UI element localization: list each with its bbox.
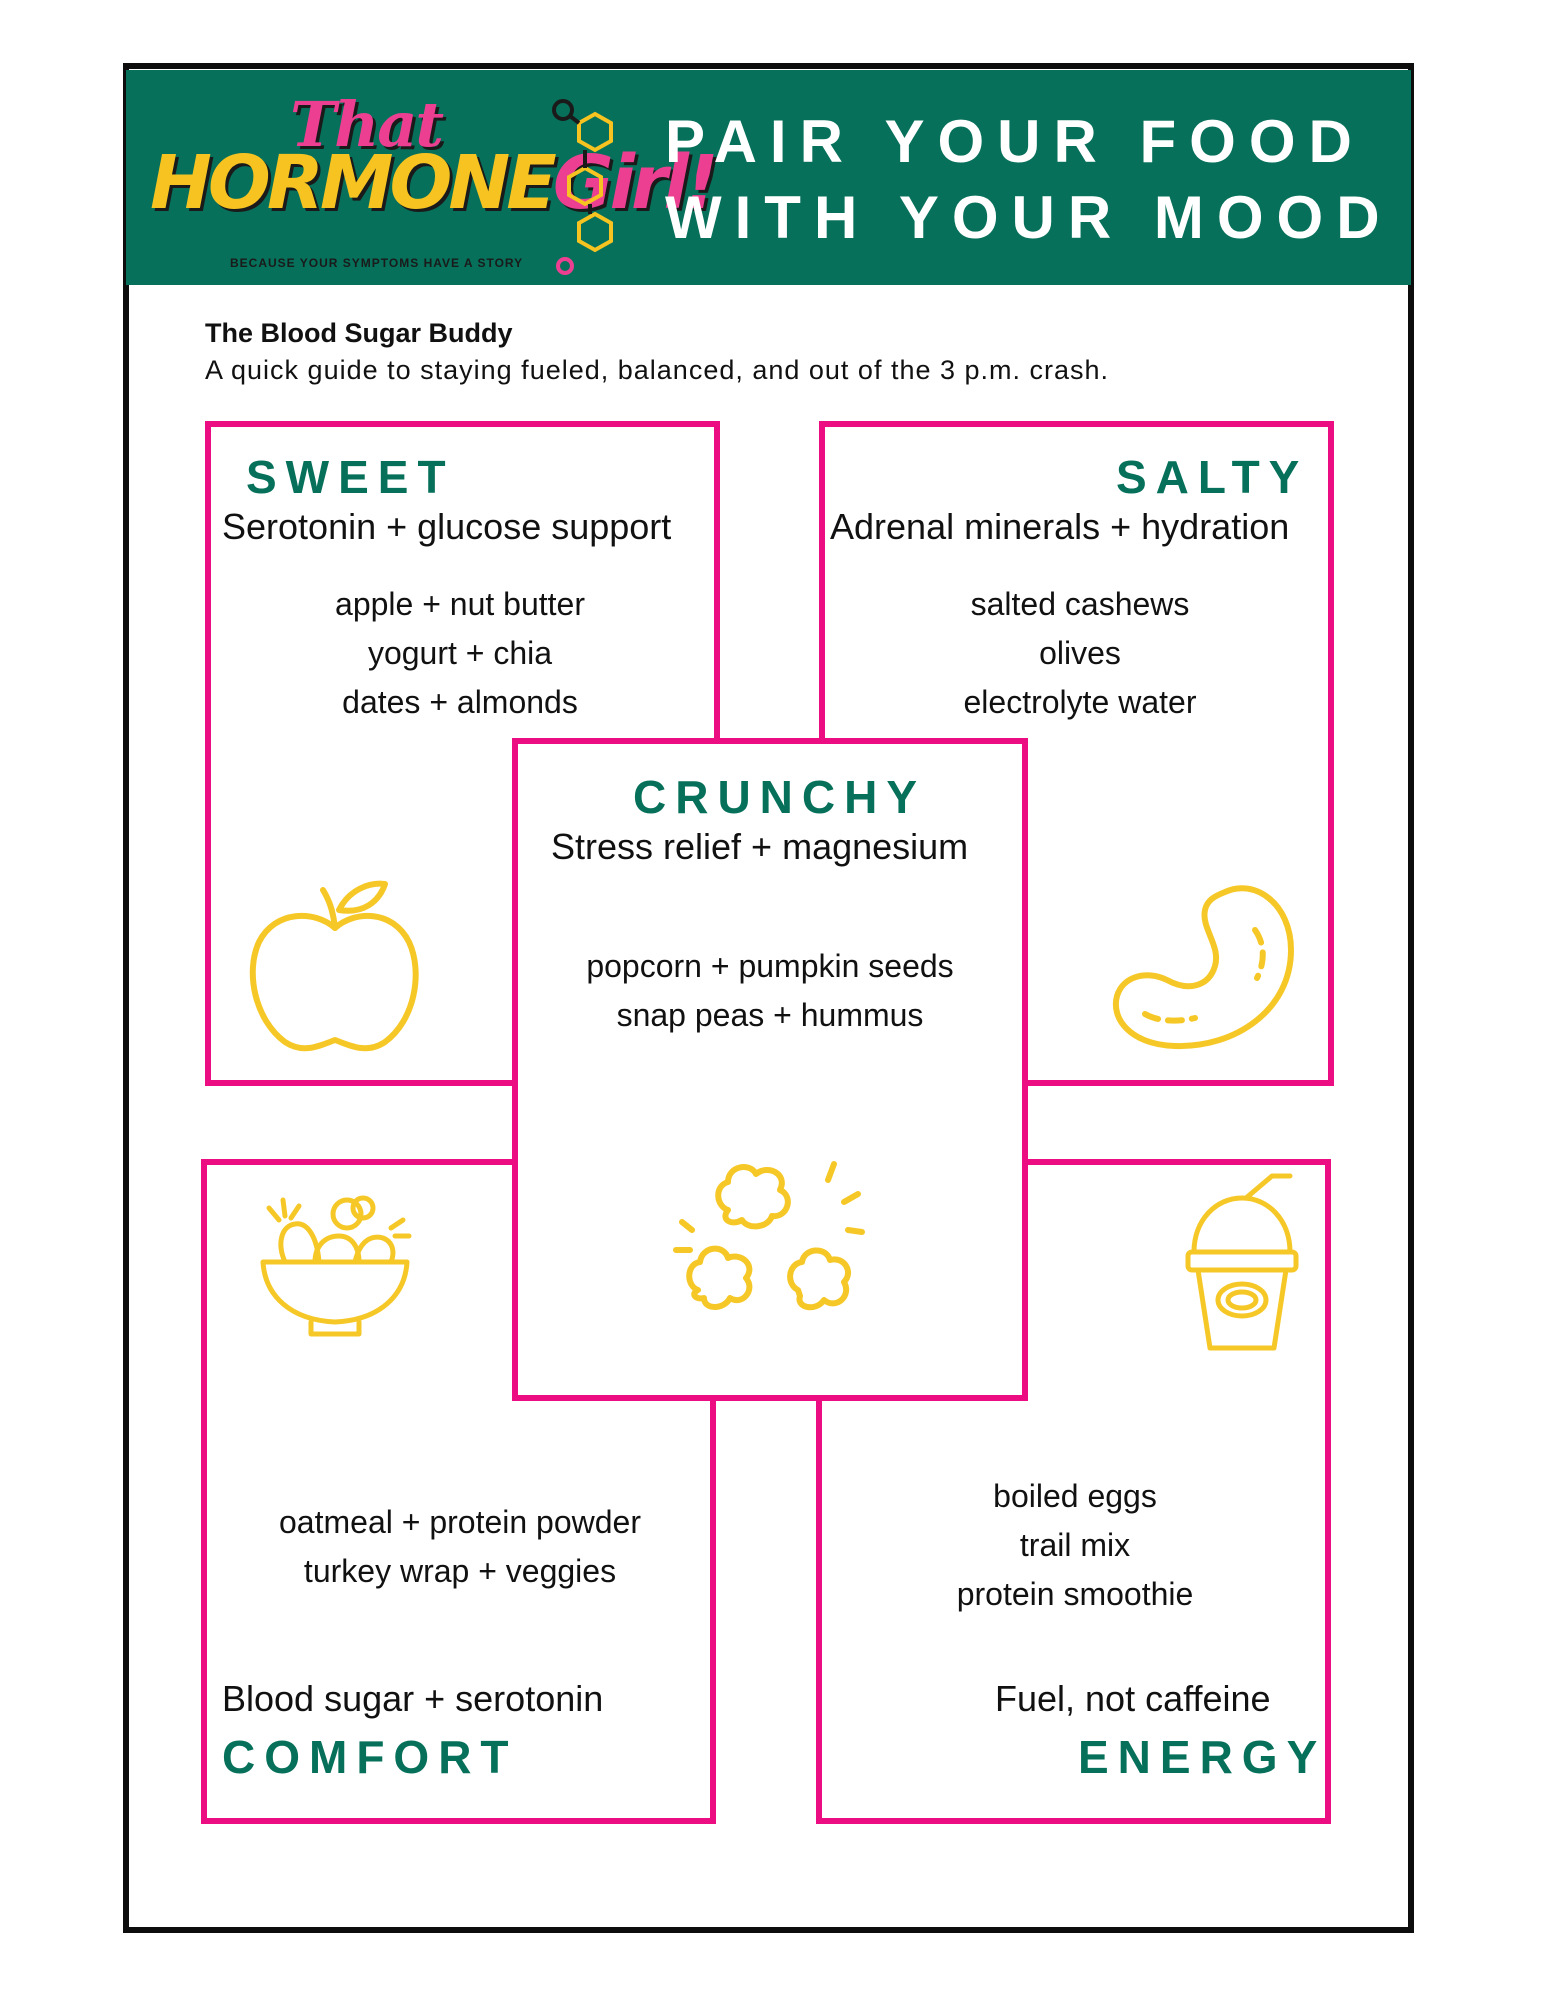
page-title-line-2: WITH YOUR MOOD — [665, 184, 1393, 251]
list-item: popcorn + pumpkin seeds — [586, 948, 954, 984]
crunchy-subtitle: Stress relief + magnesium — [551, 826, 969, 867]
intro-subtitle: A quick guide to staying fueled, balanced, and out of the 3 p.m. crash. — [205, 355, 1110, 385]
cashew-icon — [1105, 870, 1305, 1060]
apple-icon — [245, 870, 425, 1060]
list-item: olives — [1039, 635, 1121, 671]
list-item: electrolyte water — [963, 684, 1197, 720]
page-title — [665, 104, 1393, 256]
sweet-heading: SWEET — [246, 451, 455, 503]
salty-heading: SALTY — [1116, 451, 1309, 503]
crunchy-items — [560, 942, 980, 1040]
molecule-icon — [545, 96, 625, 276]
intro-title: The Blood Sugar Buddy — [205, 318, 513, 348]
logo-hormone-text: HORMONE — [150, 140, 553, 226]
popcorn-icon — [668, 1150, 878, 1340]
crunchy-heading: CRUNCHY — [633, 771, 926, 823]
energy-subtitle: Fuel, not caffeine — [995, 1678, 1271, 1719]
list-item: yogurt + chia — [367, 635, 553, 671]
energy-heading: ENERGY — [1078, 1731, 1327, 1783]
page-title-line-1: PAIR YOUR FOOD — [665, 108, 1365, 175]
list-item: trail mix — [1019, 1527, 1131, 1563]
list-item: boiled eggs — [993, 1478, 1157, 1514]
list-item: oatmeal + protein powder — [279, 1504, 641, 1540]
energy-items — [870, 1472, 1280, 1619]
list-item: salted cashews — [970, 586, 1190, 622]
list-item: protein smoothie — [956, 1576, 1194, 1612]
logo-that-text: That — [290, 88, 443, 161]
comfort-subtitle: Blood sugar + serotonin — [222, 1678, 604, 1719]
salty-items — [870, 580, 1290, 727]
list-item: turkey wrap + veggies — [303, 1553, 617, 1589]
list-item: apple + nut butter — [335, 586, 585, 622]
sweet-items — [255, 580, 665, 727]
logo-girl-text: Girl! — [552, 140, 715, 226]
brand-logo — [150, 88, 715, 278]
sweet-subtitle: Serotonin + glucose support — [222, 506, 672, 547]
list-item: snap peas + hummus — [616, 997, 924, 1033]
veggie-bowl-icon — [255, 1180, 415, 1340]
list-item: dates + almonds — [342, 684, 578, 720]
salty-subtitle: Adrenal minerals + hydration — [830, 506, 1290, 547]
comfort-heading: COMFORT — [222, 1731, 518, 1783]
logo-tagline: BECAUSE YOUR SYMPTOMS HAVE A STORY — [230, 256, 524, 270]
comfort-items — [255, 1498, 665, 1596]
logo-wordmark — [150, 140, 715, 226]
smoothie-cup-icon — [1180, 1168, 1310, 1358]
